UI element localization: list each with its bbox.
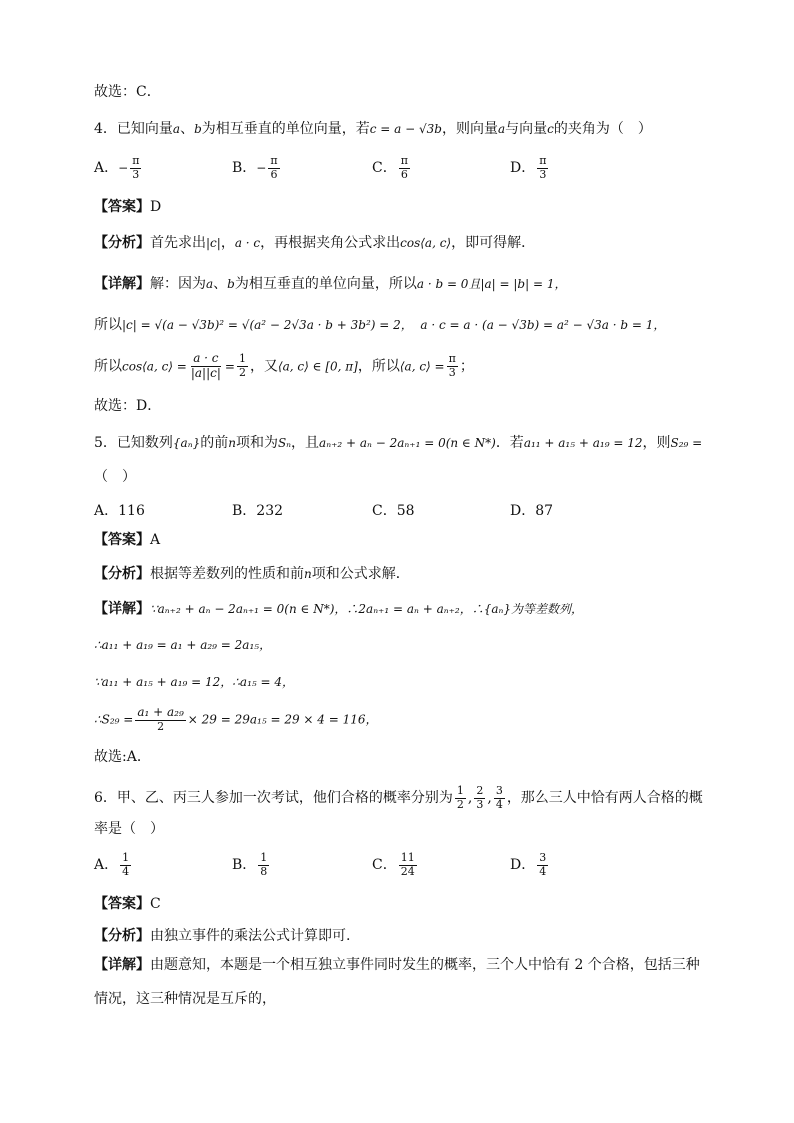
q4-var-a: a	[172, 122, 181, 136]
q4-detail-line-1: 【详解】解：因为a、b为相互垂直的单位向量，所以a · b = 0且|a| = |b| = 1，	[94, 276, 567, 292]
detail-tag: 【详解】	[94, 276, 150, 292]
q5-detail-line-1: 【详解】∵aₙ₊₂ + aₙ − 2aₙ₊₁ = 0(n ∈ N*)，∴2aₙ₊₁ = aₙ + aₙ₊₂，∴{aₙ}为等差数列，	[94, 601, 584, 617]
q5-detail-line-4: ∴S₂₉ = $\frac{\text{a₁ + a₂₉}}{2}$ × 29 = 29a₁₅ = 29 × 4 = 116，	[94, 705, 378, 733]
q6-option-c: C． $\frac{11}{24}$	[372, 851, 415, 878]
q5-option-a: A．116	[94, 503, 145, 519]
q6-stem-line-1: 6．甲、乙、丙三人参加一次考试，他们合格的概率分别为 $\frac{1}{2}$ , $\frac{2}{3}$ , $\frac{3}{4}$ ，那么三人中恰有两人合格的概	[94, 784, 703, 811]
q4-conclusion: 故选：D．	[94, 398, 162, 414]
q5-stem-paren: （ ）	[94, 469, 136, 485]
q4-stem-mid1: 、	[180, 121, 195, 137]
q4-option-c: C． $\frac{\pi}{6}$	[372, 154, 408, 181]
q4-stem-part3: ，则向量	[441, 121, 498, 137]
q4-option-d: D． $\frac{\pi}{3}$	[510, 154, 547, 181]
q6-answer: 【答案】C	[94, 896, 161, 912]
q4-answer-value: D	[150, 199, 162, 215]
q5-option-c: C．58	[372, 503, 415, 519]
q5-analysis: 【分析】根据等差数列的性质和前n项和公式求解．	[94, 566, 410, 582]
q4-stem-part4: 与向量	[505, 121, 548, 137]
q3-conclusion: 故选：C．	[94, 84, 161, 100]
q4-detail-line-3: 所以cos⟨a, c⟩ = $\frac{a \cdot c}{|a||c|}$ = $\frac{1}{2}$ ，又⟨a, c⟩ ∈ [0, π]，所以⟨a, c⟩ = $\frac{\pi}{3}$ ；	[94, 351, 474, 380]
q5-stem: 5．已知数列{aₙ}的前n项和为Sₙ，且aₙ₊₂ + aₙ − 2aₙ₊₁ = 0(n ∈ N*)．若a₁₁ + a₁₅ + a₁₉ = 12，则S₂₉ =	[94, 435, 703, 451]
q6-analysis: 【分析】由独立事件的乘法公式计算即可.	[94, 928, 351, 944]
q4-stem	[94, 122, 652, 136]
analysis-tag: 【分析】	[94, 235, 150, 251]
q4-var-c: c	[547, 122, 554, 136]
q4-analysis: 【分析】首先求出|c|，a · c，再根据夹角公式求出cos⟨a, c⟩，即可得解．	[94, 235, 536, 251]
q4-detail-line-2: 所以|c| = √(a − √3b)² = √(a² − 2√3a · b + 3b²) = 2， a · c = a · (a − √3b) = a² − √3a · b = 1，	[94, 317, 666, 333]
q5-answer: 【答案】A	[94, 532, 161, 548]
q5-detail-line-2: ∴a₁₁ + a₁₉ = a₁ + a₂₉ = 2a₁₅，	[94, 638, 272, 652]
q4-answer	[94, 200, 161, 214]
q4-var-a-2: a	[497, 122, 506, 136]
q4-option-b: B．− $\frac{\pi}{6}$	[232, 154, 278, 181]
q4-stem-part2: 为相互垂直的单位向量，若	[201, 121, 370, 137]
q4-stem-part5: 的夹角为（ ）	[553, 121, 652, 137]
q6-option-d: D． $\frac{3}{4}$	[510, 851, 547, 878]
q5-option-b: B．232	[232, 503, 284, 519]
q6-stem-line-2: 率是（ ）	[94, 821, 164, 837]
q6-option-b: B． $\frac{1}{8}$	[232, 851, 268, 878]
q4-var-b: b	[194, 122, 202, 136]
q6-detail-line-1: 【详解】由题意知，本题是一个相互独立事件同时发生的概率，三个人中恰有 2 个合格，包括三种	[94, 957, 700, 973]
q4-stem-expr: c = a − √3b	[369, 122, 442, 136]
q4-option-a: A．− $\frac{\pi}{3}$	[94, 154, 140, 181]
q6-detail-line-2: 情况，这三种情况是互斥的，	[94, 991, 276, 1007]
q4-stem-part1: 4．已知向量	[94, 121, 173, 137]
q5-detail-line-3: ∵a₁₁ + a₁₅ + a₁₉ = 12，∴a₁₅ = 4，	[94, 675, 295, 689]
q6-option-a: A． $\frac{1}{4}$	[94, 851, 130, 878]
answer-tag: 【答案】	[94, 199, 150, 215]
q5-conclusion: 故选:A．	[94, 749, 151, 765]
q5-option-d: D．87	[510, 503, 554, 519]
